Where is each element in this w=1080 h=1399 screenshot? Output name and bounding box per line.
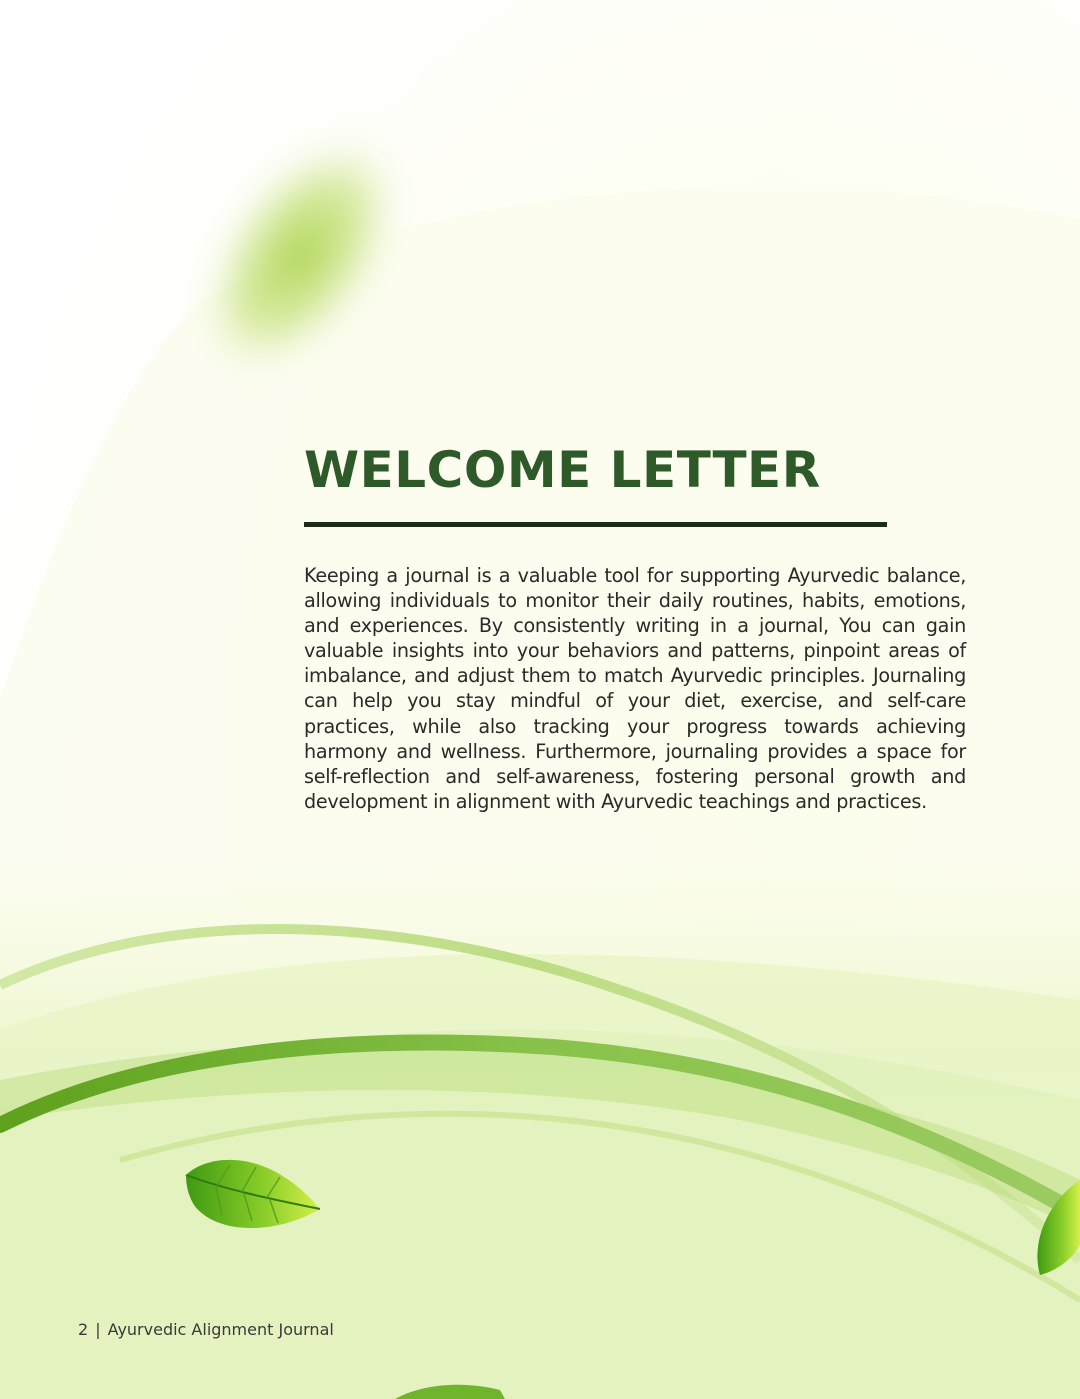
page-number: 2 xyxy=(78,1320,89,1339)
footer-separator: | xyxy=(95,1320,101,1339)
journal-name: Ayurvedic Alignment Journal xyxy=(107,1320,334,1339)
title-divider xyxy=(304,522,887,527)
page-title: WELCOME LETTER xyxy=(304,441,821,499)
page-footer xyxy=(78,1320,334,1339)
welcome-body-text: Keeping a journal is a valuable tool for supporting Ayurvedic balance, allowing individuals to monitor their daily routines, habits, emotions, and experiences. By consistently writing in a journal, You can gain valuable insights into your behaviors and patterns, pinpoint areas of imbalance, and adjust them to match Ayurvedic principles. Journaling can help you stay mindful of your diet, exercise, and self-care practices, while also tracking your progress towards achieving harmony and wellness. Furthermore, journaling provides a space for self-reflection and self-awareness, fostering personal growth and development in alignment with Ayurvedic teachings and practices. xyxy=(304,564,966,813)
